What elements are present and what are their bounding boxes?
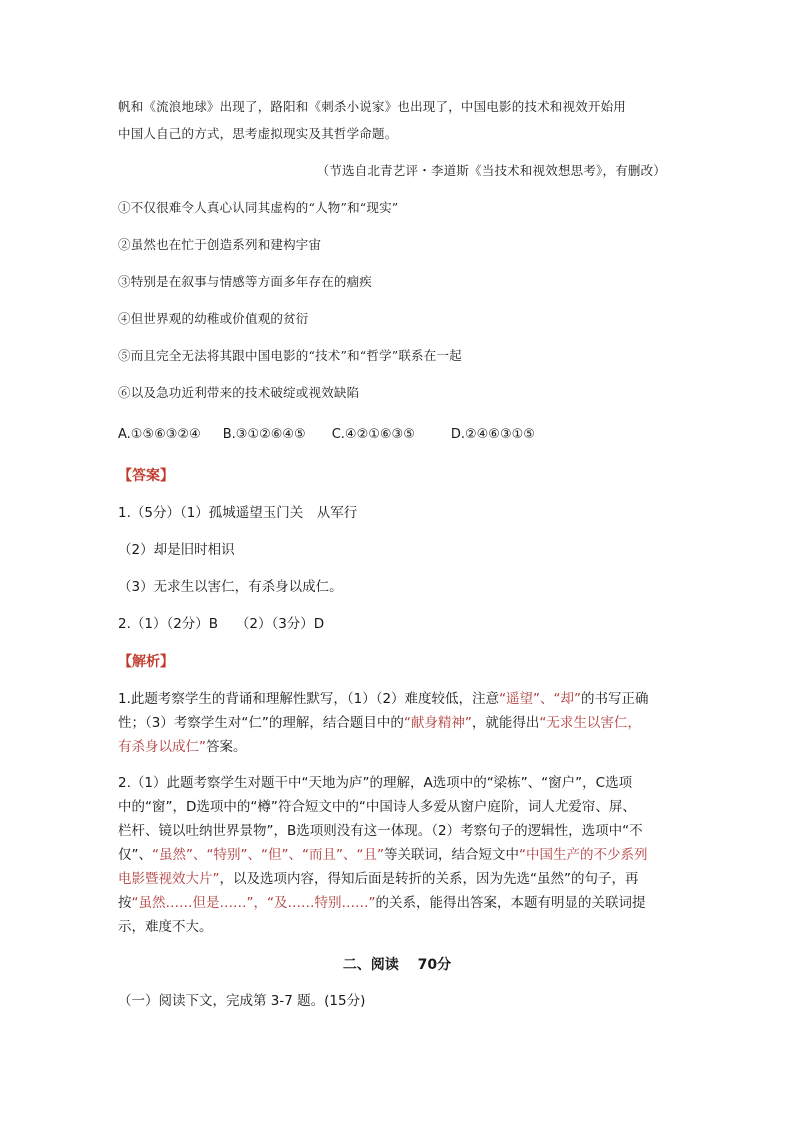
- analysis-p2-line2: 中的“窗”，D选项中的“樽”符合短文中的“中国诗人多爱从窗户庭阶，词人尤爱帘、屏、: [118, 799, 636, 815]
- analysis-p1-line1: 1.此题考察学生的背诵和理解性默写，（1）（2）难度较低，注意“遥望”、“却”的书写正确: [118, 691, 649, 707]
- choice-a: A.①⑤⑥③②④: [118, 427, 201, 442]
- section-subtitle: （一）阅读下文，完成第 3-7 题。(15分): [118, 993, 366, 1009]
- choice-d: D.②④⑥③①⑤: [450, 427, 535, 442]
- option-2: ②虽然也在忙于创造系列和建构宇宙: [118, 237, 322, 252]
- analysis-p2-line4: 仅”、“虽然”、“特别”、“但”、“而且”、“且”等关联词，结合短文中“中国生产的不少系列: [118, 847, 648, 863]
- option-1: ①不仅很难令人真心认同其虚构的“人物”和“现实”: [118, 200, 399, 215]
- analysis-p1-line3: 有杀身以成仁”答案。: [118, 739, 247, 755]
- choice-c: C.④②①⑥③⑤: [331, 427, 415, 442]
- choice-b: B.③①②⑥④⑤: [222, 427, 306, 442]
- answer-q1-line2: （2）却是旧时相识: [118, 542, 235, 558]
- option-6: ⑥以及急功近利带来的技术破绽或视效缺陷: [118, 385, 360, 400]
- analysis-p2-line1: 2.（1）此题考察学生对题干中“天地为庐”的理解，A选项中的“梁栋”、“窗户”，C选项: [118, 775, 633, 791]
- section-title: 二、阅读 70分: [342, 957, 452, 973]
- passage-line-1: 帆和《流浪地球》出现了，路阳和《刺杀小说家》也出现了，中国电影的技术和视效开始用: [118, 99, 627, 114]
- analysis-p2-line7: 示，难度不大。: [118, 919, 213, 935]
- analysis-heading: 【解析】: [118, 654, 174, 670]
- analysis-p2-line3: 栏杆、镜以吐纳世界景物”，B选项则没有这一体现。（2）考察句子的逻辑性，选项中“不: [118, 823, 643, 839]
- answer-heading: 【答案】: [118, 468, 174, 484]
- option-3: ③特别是在叙事与情感等方面多年存在的痼疾: [118, 274, 373, 289]
- answer-q1-line1: 1.（5分）（1）孤城遥望玉门关 从军行: [118, 505, 358, 521]
- option-4: ④但世界观的幼稚或价值观的贫衍: [118, 311, 309, 326]
- analysis-p1-line2: 性；（3）考察学生对“仁”的理解，结合题目中的“献身精神”，就能得出“无求生以害仁，: [118, 715, 641, 731]
- choice-row: [118, 426, 535, 444]
- passage-source: （节选自北青艺评・李道斯《当技术和视效想思考》，有删改）: [316, 163, 666, 178]
- analysis-p2-line5: 电影暨视效大片”，以及选项内容，得知后面是转折的关系，因为先选“虽然”的句子，再: [118, 871, 639, 887]
- option-5: ⑤而且完全无法将其跟中国电影的“技术”和“哲学”联系在一起: [118, 348, 462, 363]
- answer-q2: 2.（1）（2分）B （2）（3分）D: [118, 616, 325, 632]
- answer-q1-line3: （3）无求生以害仁，有杀身以成仁。: [118, 579, 343, 595]
- passage-line-2: 中国人自己的方式，思考虚拟现实及其哲学命题。: [118, 126, 398, 141]
- analysis-p2-line6: 按“虽然……但是……”，“及……特别……”的关系，能得出答案，本题有明显的关联词提: [118, 895, 646, 911]
